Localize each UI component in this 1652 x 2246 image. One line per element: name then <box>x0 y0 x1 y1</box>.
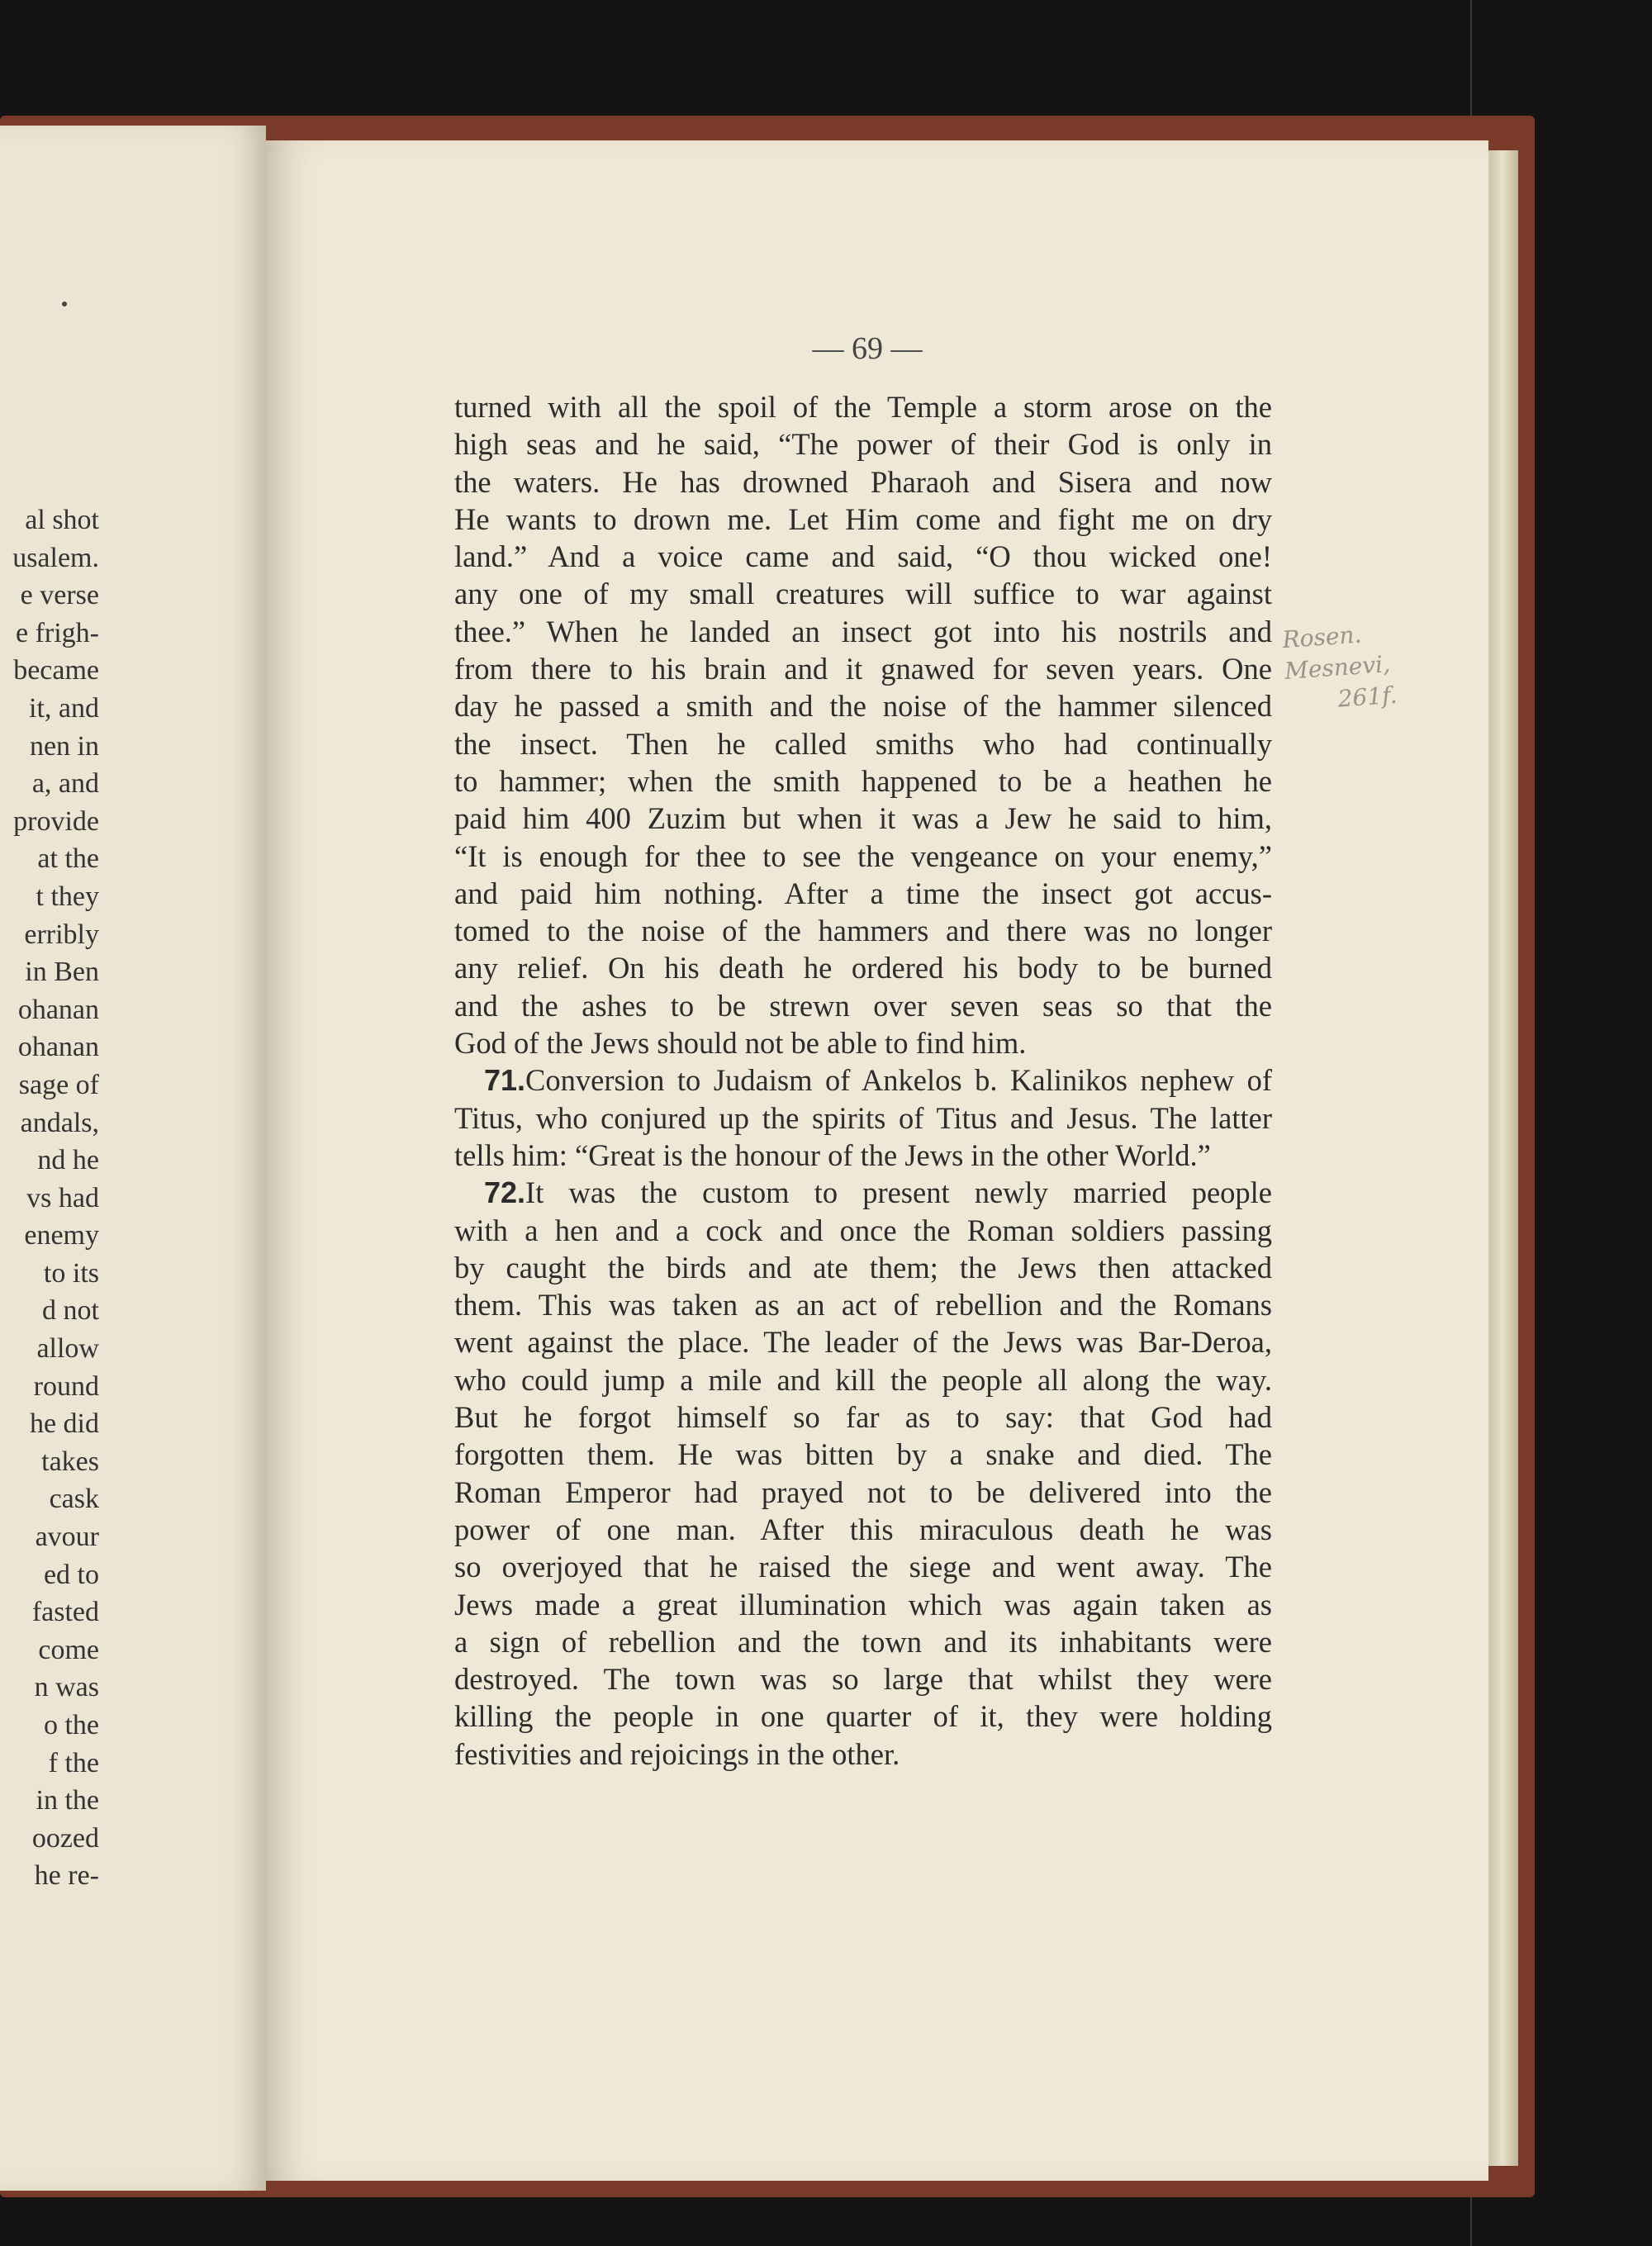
left-page-line: to its <box>43 1257 99 1289</box>
left-page-line: ed to <box>43 1559 99 1590</box>
left-page-line: it, and <box>29 692 99 724</box>
text-line: turned with all the spoil of the Temple a storm arose on the <box>454 390 1272 424</box>
text-line: so overjoyed that he raised the siege and went away. The <box>454 1550 1272 1584</box>
text-line: forgotten them. He was bitten by a snake and died. The <box>454 1437 1272 1472</box>
text-line: killing the people in one quarter of it, they were holding <box>454 1699 1272 1734</box>
margin-note-line: 261f. <box>1336 681 1398 713</box>
paragraph <box>454 1061 1272 1174</box>
line-text: It was the custom to present newly married people <box>525 1175 1272 1210</box>
text-line: and the ashes to be strewn over seven seas so that the <box>454 988 1272 1023</box>
left-page-line: t they <box>36 881 99 912</box>
paragraph <box>454 1174 1272 1773</box>
text-line: went against the place. The leader of the Jews was Bar-Deroa, <box>454 1325 1272 1360</box>
text-line: tomed to the noise of the hammers and there was no longer <box>454 914 1272 948</box>
left-page-line: nen in <box>29 730 99 762</box>
left-page-text <box>0 501 99 1895</box>
left-page-line: a, and <box>31 768 99 800</box>
left-page-line: avour <box>35 1522 99 1553</box>
line-text: Conversion to Judaism of Ankelos b. Kalinikos nephew of <box>525 1063 1272 1098</box>
body-text <box>454 388 1272 1773</box>
left-page-line: provide <box>13 805 99 837</box>
left-page-line: in the <box>36 1785 99 1816</box>
left-page-line: fasted <box>31 1597 99 1628</box>
text-line: festivities and rejoicings in the other. <box>454 1736 900 1771</box>
text-line: destroyed. The town was so large that whilst they were <box>454 1662 1272 1697</box>
text-line: thee.” When he landed an insect got into his nostrils and <box>454 614 1272 648</box>
left-page-line: andals, <box>20 1107 99 1138</box>
text-line <box>454 1061 1272 1099</box>
left-page-line: n was <box>34 1672 99 1703</box>
text-line: “It is enough for thee to see the vengeance on your enemy,” <box>454 838 1272 873</box>
margin-note-line: Rosen. Mesnevi, <box>1281 620 1391 685</box>
left-page-line: cask <box>49 1484 99 1515</box>
text-line: the insect. Then he called smiths who had continually <box>454 726 1272 761</box>
text-line: from there to his brain and it gnawed for seven years. One <box>454 652 1272 686</box>
ink-speck <box>62 302 67 306</box>
text-line <box>454 1174 1272 1211</box>
text-line: power of one man. After this miraculous death he was <box>454 1512 1272 1546</box>
text-line: them. This was taken as an act of rebellion and the Romans <box>454 1288 1272 1322</box>
left-page-line: d not <box>42 1295 99 1327</box>
left-page-line: round <box>33 1370 99 1402</box>
left-page-line: allow <box>36 1333 99 1365</box>
text-line: paid him 400 Zuzim but when it was a Jew he said to him, <box>454 801 1272 836</box>
left-page-line: ohanan <box>17 994 99 1025</box>
text-line: any one of my small creatures will suffice to war against <box>454 577 1272 611</box>
left-page-line: ohanan <box>17 1032 99 1063</box>
margin-note <box>1281 611 1477 719</box>
text-line: Roman Emperor had prayed not to be delivered into the <box>454 1474 1272 1509</box>
left-page-line: in Ben <box>25 957 99 988</box>
left-page-line: al shot <box>25 505 99 535</box>
text-line: to hammer; when the smith happened to be a heathen he <box>454 763 1272 798</box>
text-line: the waters. He has drowned Pharaoh and Sisera and now <box>454 464 1272 499</box>
text-line: by caught the birds and ate them; the Jews then attacked <box>454 1250 1272 1284</box>
text-line: land.” And a voice came and said, “O thou wicked one! <box>454 539 1272 574</box>
left-page-line: enemy <box>24 1220 99 1251</box>
left-page-line: nd he <box>37 1145 99 1176</box>
text-line: who could jump a mile and kill the people all along the way. <box>454 1362 1272 1397</box>
left-page-line: became <box>13 655 99 686</box>
text-line: God of the Jews should not be able to find him. <box>454 1026 1027 1061</box>
left-page-line: usalem. <box>12 542 99 573</box>
left-page-line: e frigh- <box>15 617 99 648</box>
text-line: Jews made a great illumination which was again taken as <box>454 1587 1272 1622</box>
left-page-line: o the <box>43 1710 99 1740</box>
paragraph-number: 71. <box>484 1063 526 1098</box>
left-page-line: at the <box>37 843 99 875</box>
left-page-line: he did <box>29 1408 99 1440</box>
text-line: Titus, who conjured up the spirits of Titus and Jesus. The latter <box>454 1100 1272 1135</box>
paragraph-number: 72. <box>484 1175 526 1210</box>
text-line: tells him: “Great is the honour of the Jews in the other World.” <box>454 1137 1211 1172</box>
text-line: and paid him nothing. After a time the insect got accus- <box>454 876 1272 910</box>
text-line: any relief. On his death he ordered his body to be burned <box>454 951 1272 985</box>
left-page-line: takes <box>41 1446 99 1477</box>
left-page-line: he re- <box>34 1860 99 1892</box>
left-page-line: sage of <box>18 1069 99 1100</box>
left-page <box>0 126 266 2191</box>
left-page-line: come <box>38 1634 99 1665</box>
paragraph <box>454 388 1272 1061</box>
text-line: with a hen and a cock and once the Roman soldiers passing <box>454 1213 1272 1247</box>
left-page-line: erribly <box>24 919 99 950</box>
text-line: He wants to drown me. Let Him come and fight me on dry <box>454 501 1272 536</box>
text-line: a sign of rebellion and the town and its inhabitants were <box>454 1624 1272 1659</box>
text-line: high seas and he said, “The power of their God is only in <box>454 427 1272 462</box>
left-page-line: oozed <box>31 1822 99 1854</box>
left-page-line: e verse <box>20 580 99 611</box>
page-number: — 69 — <box>812 331 923 366</box>
text-line: day he passed a smith and the noise of the hammer silenced <box>454 689 1272 724</box>
text-line: But he forgot himself so far as to say: that God had <box>454 1400 1272 1435</box>
left-page-line: vs had <box>26 1182 99 1213</box>
left-page-line: f the <box>48 1747 99 1778</box>
